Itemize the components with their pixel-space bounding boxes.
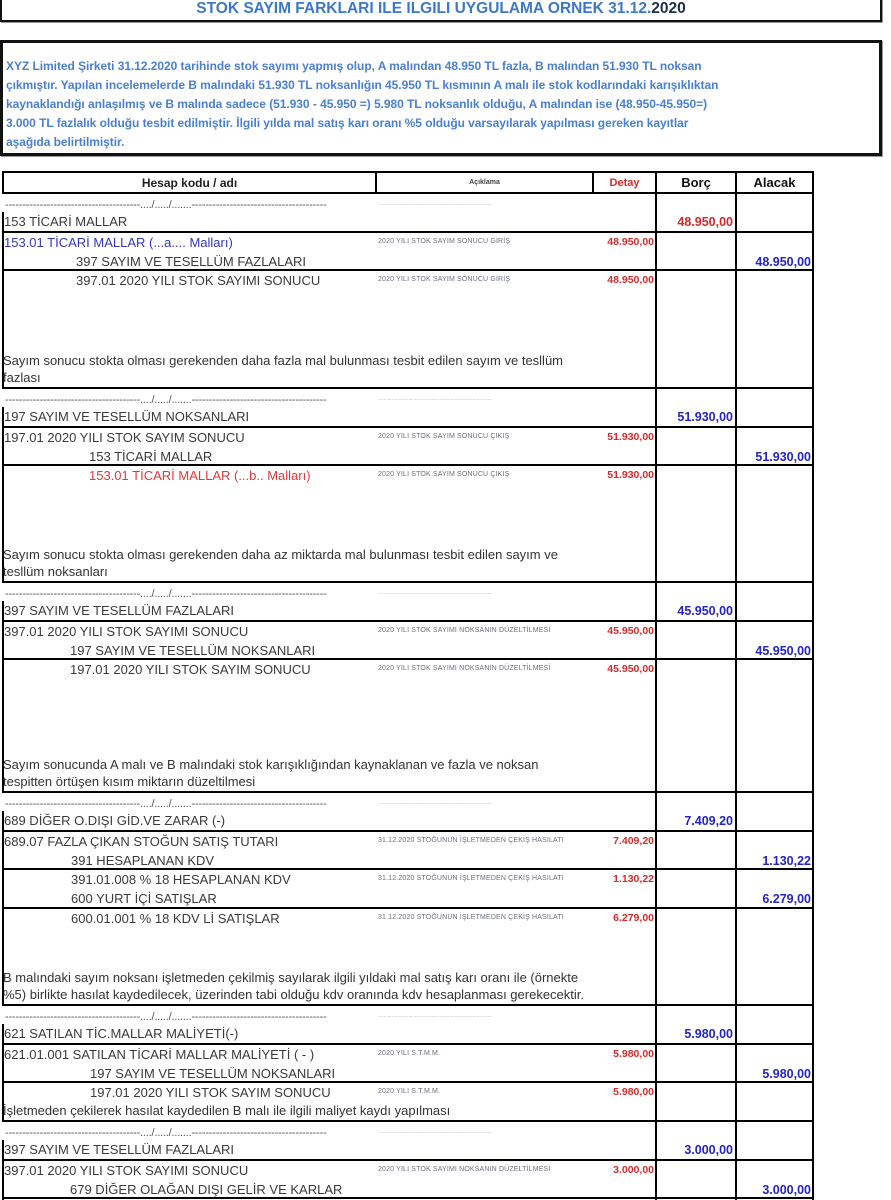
row-description: 2020 YILI STOK SAYIMI NOKSANIN DÜZELTİLMESİ — [378, 1166, 551, 1173]
date-separator: ---------------------------------------..../...../.......--------------------------------------- — [5, 199, 327, 211]
intro-line: 3.000 TL fazlalık olduğu tesbit edilmiştir. İlgili yılda mal satış karı oranı %5 olduğu varsayılarak yapılması gereken kayıtlar — [6, 116, 689, 130]
page-title — [2, 1, 880, 17]
table-row — [0, 232, 891, 270]
sub-account: 197.01 2020 YILI STOK SAYIM SONUCU — [4, 430, 245, 445]
sub-account: 621.01.001 SATILAN TİCARİ MALLAR MALİYETİ ( - ) — [4, 1047, 315, 1062]
intro-line: kaynaklandığı anlaşılmış ve B malında sadece (51.930 - 45.950 =) 5.980 TL noksanlık olduğu, A malından ise (48.950-45.950=) — [6, 97, 708, 111]
credit-amount: 3.000,00 — [762, 1183, 811, 1197]
credit-account: 153 TİCARİ MALLAR — [89, 449, 213, 464]
row-description: 2020 YILI STOK SAYIM SONUCU GİRİŞ — [378, 238, 511, 245]
sub-account: 689.07 FAZLA ÇIKAN STOĞUN SATIŞ TUTARI — [4, 834, 279, 849]
sub-account: 397.01 2020 YILI STOK SAYIMI SONUCU — [4, 624, 249, 639]
header-detail: Detay — [609, 177, 640, 189]
row-divider — [2, 171, 814, 173]
table-row — [0, 427, 891, 465]
debit-amount: 51.930,00 — [677, 410, 733, 424]
intro-line: aşağıda belirtilmiştir. — [6, 135, 125, 149]
sub-account: 153.01 TİCARİ MALLAR (...a.... Malları) — [4, 235, 233, 250]
date-separator: ---------------------------------------..../...../.......--------------------------------------- — [5, 588, 327, 600]
detail-amount: 45.950,00 — [607, 663, 654, 675]
row-description: 2020 YILI STOK SAYIM SONUCU ÇIKIŞ — [378, 471, 510, 478]
table-row — [0, 869, 891, 908]
detail-amount: 48.950,00 — [607, 236, 654, 248]
title-text: STOK SAYIM FARKLARI ILE ILGILI UYGULAMA ORNEK 31.12. — [196, 0, 652, 17]
date-separator: ---------------------------------------..../...../.......--------------------------------------- — [5, 798, 327, 810]
detail-amount: 7.409,20 — [613, 835, 654, 847]
credit-account: 679 DİĞER OLAĞAN DIŞI GELİR VE KARLAR — [70, 1182, 343, 1197]
row-description: 2020 YILI STOK SAYIMI NOKSANIN DÜZELTİLMESİ — [378, 627, 551, 634]
sub-account: 197.01 2020 YILI STOK SAYIM SONUCU — [70, 662, 311, 677]
journal-entry-header — [0, 388, 891, 427]
journal-entry-header — [0, 792, 891, 831]
row-description: 2020 YILI STOK SAYIM SONUCU ÇIKIŞ — [378, 433, 510, 440]
note-line: Sayım sonucunda A malı ve B malındaki stok karışıklığından kaynaklanan ve fazla ve noksan — [3, 757, 539, 772]
entry-note — [3, 756, 538, 790]
detail-amount: 51.930,00 — [607, 431, 654, 443]
credit-amount: 45.950,00 — [755, 644, 811, 658]
row-description: 2020 YILI STOK SAYIM SONUCU GİRİŞ — [378, 276, 511, 283]
row-description: 2020 YILI S.T.M.M. — [378, 1088, 441, 1095]
date-separator: ---------------------------------------..../...../.......--------------------------------------- — [5, 394, 327, 406]
entry-note — [3, 352, 563, 386]
credit-amount: 51.930,00 — [755, 450, 811, 464]
journal-entry-header — [0, 1121, 891, 1160]
credit-amount: 1.130,22 — [762, 854, 811, 868]
credit-account: 600 YURT İÇİ SATIŞLAR — [71, 891, 217, 906]
table-row — [0, 621, 891, 659]
date-separator: ---------------------------------------..../...../.......--------------------------------------- — [5, 1127, 327, 1139]
title-year: 2020 — [651, 0, 686, 17]
table-row — [0, 270, 891, 388]
debit-account: 397 SAYIM VE TESELLÜM FAZLALARI — [4, 1142, 235, 1157]
note-line: Sayım sonucu stokta olması gerekenden daha fazla mal bulunması tesbit edilen sayım ve tesllüm — [3, 353, 564, 368]
detail-amount: 3.000,00 — [613, 1164, 654, 1176]
intro-line: çıkmıştır. Yapılan incelemelerde B malındaki 51.930 TL noksanlığın 45.950 TL kısmının A malı ile stok kodlarındaki karışıklıktan — [6, 78, 719, 92]
sub-account: 153.01 TİCARİ MALLAR (...b.. Malları) — [89, 468, 311, 483]
row-description: 31.12.2020 STOĞUNUN İŞLETMEDEN ÇEKİŞ HASILATI — [378, 875, 564, 882]
credit-account: 197 SAYIM VE TESELLÜM NOKSANLARI — [70, 643, 316, 658]
intro-paragraph — [6, 57, 718, 152]
detail-amount: 5.980,00 — [613, 1048, 654, 1060]
debit-account: 153 TİCARİ MALLAR — [4, 214, 128, 229]
description-placeholder: ................................................................................... — [378, 201, 492, 207]
description-placeholder: ................................................................................... — [378, 590, 492, 596]
detail-amount: 45.950,00 — [607, 625, 654, 637]
description-placeholder: ................................................................................... — [378, 1129, 492, 1135]
sub-account: 397.01 2020 YILI STOK SAYIMI SONUCU — [76, 273, 321, 288]
debit-amount: 7.409,20 — [684, 814, 733, 828]
header-account: Hesap kodu / adı — [141, 176, 238, 190]
journal-entry-header — [0, 1005, 891, 1044]
entry-note — [3, 1102, 450, 1119]
header-debit: Borç — [681, 175, 711, 190]
row-description: 31.12.2020 STOĞUNUN İŞLETMEDEN ÇEKİŞ HASILATI — [378, 837, 564, 844]
debit-account: 621 SATILAN TİC.MALLAR MALİYETİ(-) — [4, 1026, 239, 1041]
table-row — [0, 831, 891, 869]
debit-amount: 45.950,00 — [677, 604, 733, 618]
credit-account: 197 SAYIM VE TESELLÜM NOKSANLARI — [90, 1066, 336, 1081]
table-row — [0, 908, 891, 1005]
table-row — [0, 1082, 891, 1121]
sub-account: 391.01.008 % 18 HESAPLANAN KDV — [71, 872, 291, 887]
intro-box — [0, 40, 882, 156]
detail-amount: 1.130,22 — [613, 873, 654, 885]
note-line: tespitten örtüşen kısım miktarın düzeltilmesi — [3, 774, 256, 789]
entry-note — [3, 546, 558, 580]
journal-entry-header — [0, 193, 891, 232]
row-description: 2020 YILI S.T.M.M. — [378, 1050, 441, 1057]
sub-account: 397.01 2020 YILI STOK SAYIMI SONUCU — [4, 1163, 249, 1178]
debit-account: 197 SAYIM VE TESELLÜM NOKSANLARI — [4, 409, 250, 424]
detail-amount: 51.930,00 — [607, 469, 654, 481]
table-row — [0, 659, 891, 792]
credit-amount: 48.950,00 — [755, 255, 811, 269]
row-description: 31.12.2020 STOĞUNUN İŞLETMEDEN ÇEKİŞ HASILATI — [378, 914, 564, 921]
note-line: İşletmeden çekilerek hasılat kaydedilen B malı ile ilgili maliyet kaydı yapılması — [3, 1103, 451, 1118]
note-line: %5) birlikte hasılat kaydedilecek, üzerinden tabi olduğu kdv oranında kdv hesaplanması gerekecektir. — [3, 987, 585, 1002]
description-placeholder: ................................................................................... — [378, 1013, 492, 1019]
date-separator: ---------------------------------------..../...../.......--------------------------------------- — [5, 1011, 327, 1023]
description-placeholder: ................................................................................... — [378, 800, 492, 806]
journal-entry-header — [0, 582, 891, 621]
title-box — [0, 0, 882, 22]
credit-amount: 5.980,00 — [762, 1067, 811, 1081]
header-description: Açıklama — [469, 179, 500, 186]
table-row — [0, 1160, 891, 1198]
table-row — [0, 1044, 891, 1082]
credit-account: 397 SAYIM VE TESELLÜM FAZLALARI — [76, 254, 307, 269]
detail-amount: 48.950,00 — [607, 274, 654, 286]
description-placeholder: ................................................................................... — [378, 396, 492, 402]
note-line: B malındaki sayım noksanı işletmeden çekilmiş sayılarak ilgili yıldaki mal satış karı oranı ile (örnekte — [3, 970, 579, 985]
table-row — [0, 465, 891, 582]
detail-amount: 6.279,00 — [613, 912, 654, 924]
note-line: tesllüm noksanları — [3, 564, 108, 579]
note-line: fazlası — [3, 370, 41, 385]
debit-amount: 3.000,00 — [684, 1143, 733, 1157]
credit-amount: 6.279,00 — [762, 892, 811, 906]
debit-amount: 48.950,00 — [677, 215, 733, 229]
credit-account: 391 HESAPLANAN KDV — [71, 853, 215, 868]
entry-note — [3, 969, 584, 1003]
intro-line: XYZ Limited Şirketi 31.12.2020 tarihinde stok sayımı yapmış olup, A malından 48.950 TL fazla, B malından 51.930 TL noksan — [6, 59, 702, 73]
header-credit: Alacak — [753, 175, 796, 190]
detail-amount: 5.980,00 — [613, 1086, 654, 1098]
debit-account: 397 SAYIM VE TESELLÜM FAZLALARI — [4, 603, 235, 618]
sub-account: 600.01.001 % 18 KDV Lİ SATIŞLAR — [71, 911, 280, 926]
sub-account: 197.01 2020 YILI STOK SAYIM SONUCU — [90, 1085, 331, 1100]
debit-account: 689 DİĞER O.DIŞI GİD.VE ZARAR (-) — [4, 813, 226, 828]
note-line: Sayım sonucu stokta olması gerekenden daha az miktarda mal bulunması tesbit edilen sayım ve — [3, 547, 558, 562]
debit-amount: 5.980,00 — [684, 1027, 733, 1041]
row-description: 2020 YILI STOK SAYIMI NOKSANIN DÜZELTİLMESİ — [378, 665, 551, 672]
